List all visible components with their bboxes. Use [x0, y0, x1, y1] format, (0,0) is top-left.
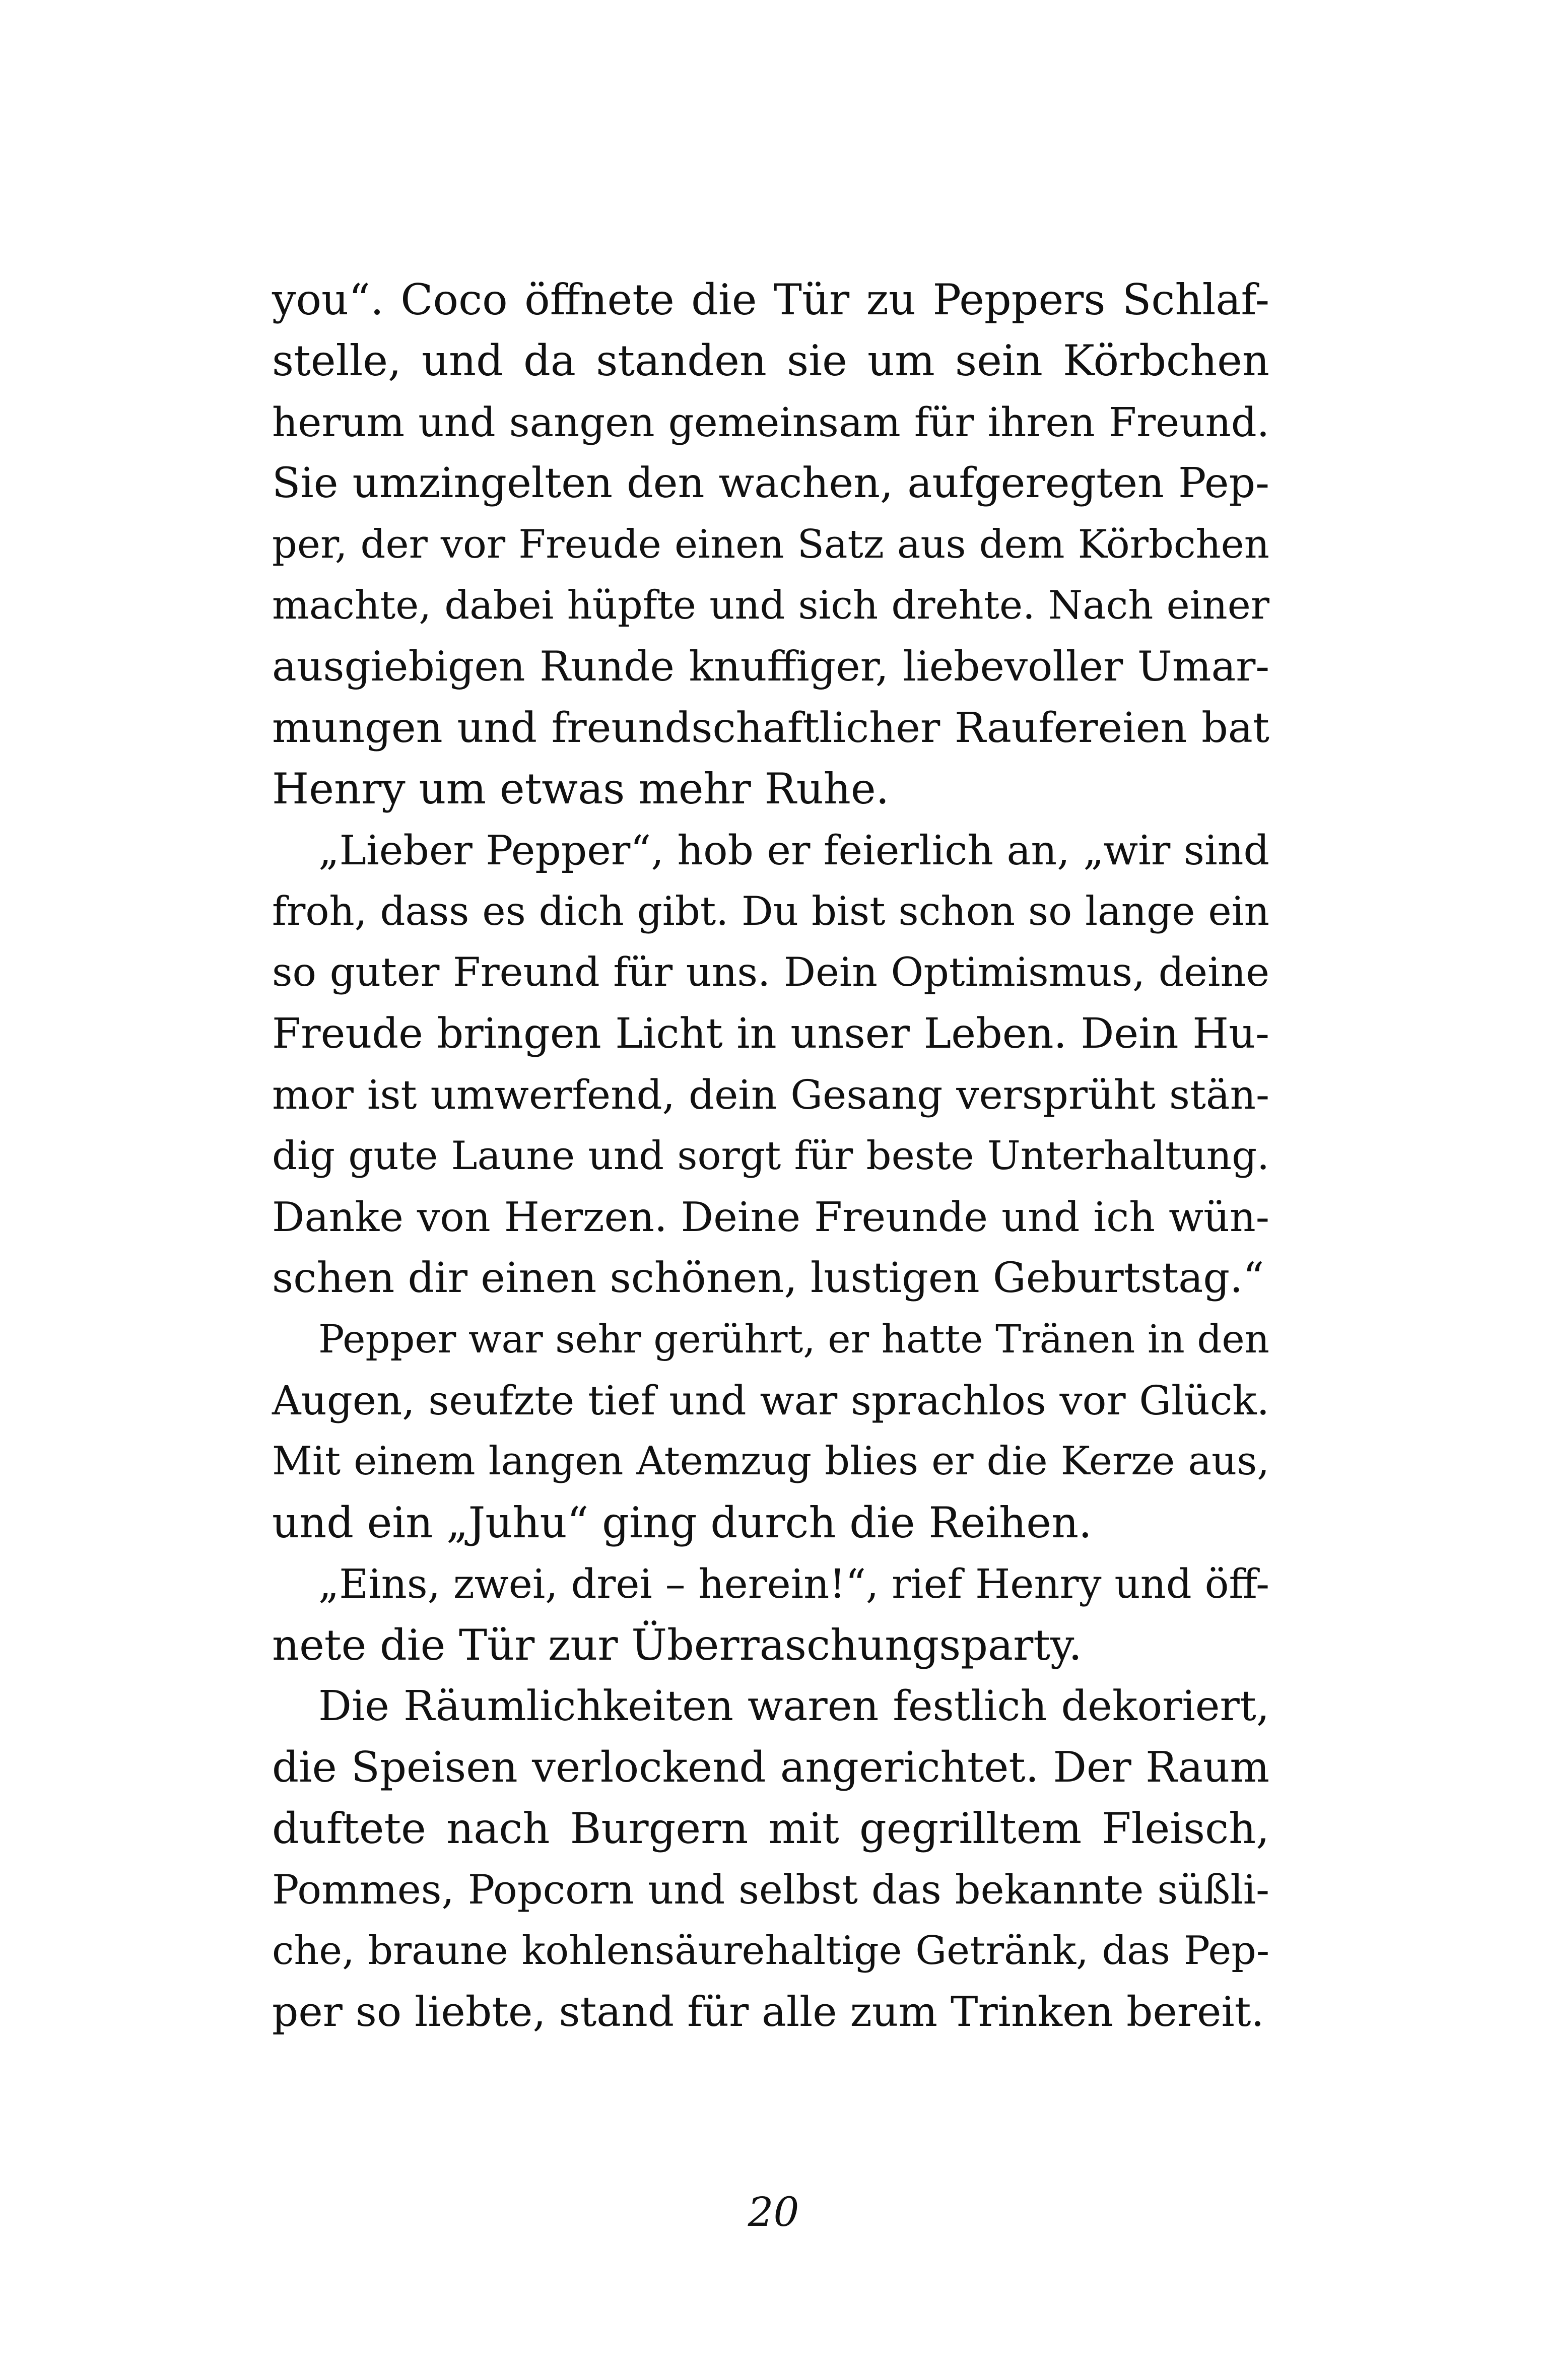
paragraph — [272, 1553, 1269, 1676]
page-number: 20 — [748, 2189, 799, 2235]
paragraph — [272, 1676, 1269, 2043]
text-line: Pepper war sehr gerührt, er hatte Tränen in den — [318, 1317, 1269, 1362]
body-text — [272, 269, 1269, 2043]
text-line: Mit einem langen Atemzug blies er die Kerze aus, — [272, 1439, 1269, 1484]
text-line: so guter Freund für uns. Dein Optimismus, deine — [272, 949, 1269, 996]
text-line: you“. Coco öffnete die Tür zu Peppers Schlaf- — [272, 275, 1269, 324]
paragraph — [272, 1309, 1269, 1554]
text-line: die Speisen verlockend angerichtet. Der Raum — [272, 1743, 1269, 1792]
text-line: che, braune kohlensäurehaltige Getränk, das Pep- — [272, 1928, 1269, 1974]
text-line: duftete nach Burgern mit gegrilltem Fleisch, — [272, 1803, 1269, 1853]
text-line: Henry um etwas mehr Ruhe. — [272, 764, 890, 814]
text-line: Pommes, Popcorn und selbst das bekannte süßli- — [272, 1866, 1269, 1914]
text-line: machte, dabei hüpfte und sich drehte. Nach einer — [272, 582, 1269, 628]
text-line: dig gute Laune und sorgt für beste Unterhaltung. — [272, 1133, 1269, 1179]
text-line: herum und sangen gemeinsam für ihren Freund. — [272, 398, 1269, 446]
text-line: Die Räumlichkeiten waren festlich dekoriert, — [318, 1682, 1269, 1730]
text-line: froh, dass es dich gibt. Du bist schon so lange ein — [272, 888, 1269, 934]
text-line: mor ist umwerfend, dein Gesang versprüht stän- — [272, 1071, 1269, 1119]
text-line: Augen, seufzte tief und war sprachlos vor Glück. — [272, 1377, 1269, 1424]
text-line: und ein „Juhu“ ging durch die Reihen. — [272, 1498, 1092, 1547]
text-line: stelle, und da standen sie um sein Körbchen — [272, 336, 1269, 386]
text-line: mungen und freundschaftlicher Raufereien bat — [272, 704, 1269, 752]
text-line: Sie umzingelten den wachen, aufgeregten Pep- — [272, 459, 1269, 508]
text-line: Freude bringen Licht in unser Leben. Dein Hu- — [272, 1009, 1269, 1058]
text-line: „Eins, zwei, drei – herein!“, rief Henry und öff- — [318, 1560, 1269, 1608]
text-line: per, der vor Freude einen Satz aus dem Körbchen — [272, 521, 1269, 567]
text-line: „Lieber Pepper“, hob er feierlich an, „wir sind — [318, 826, 1269, 874]
text-line: per so liebte, stand für alle zum Trinken bereit. — [272, 1988, 1264, 2036]
text-line: nete die Tür zur Überraschungsparty. — [272, 1620, 1082, 1670]
paragraph — [272, 269, 1269, 820]
paragraph — [272, 820, 1269, 1309]
text-line: Danke von Herzen. Deine Freunde und ich wün- — [272, 1193, 1269, 1241]
text-line: schen dir einen schönen, lustigen Geburtstag.“ — [272, 1254, 1264, 1303]
text-line: ausgiebigen Runde knuffiger, liebevoller Umar- — [272, 643, 1269, 691]
